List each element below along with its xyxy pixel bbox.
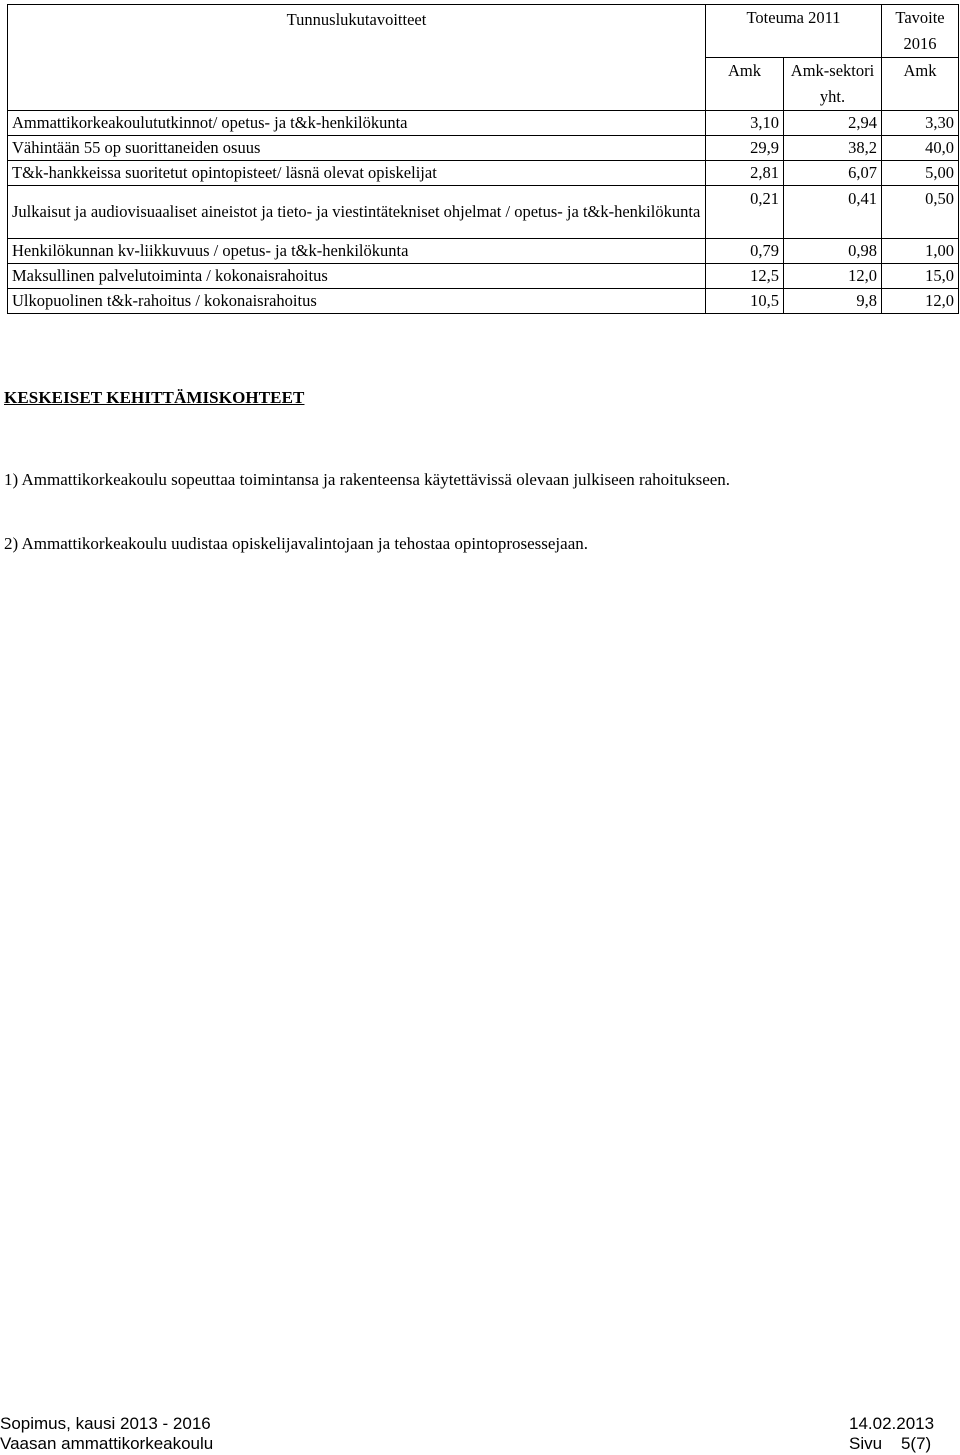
row-target-value: 0,50 [882,186,959,239]
table-row [8,111,959,136]
col-sector-label: Amk-sektori yht. [790,61,875,106]
col-target-amk-header: Amk [882,58,959,111]
row-amk-value: 10,5 [706,289,784,314]
row-sector-value: 6,07 [784,161,882,186]
table-row [8,239,959,264]
target-group-label: Tavoite 2016 [895,8,945,53]
table-row [8,289,959,314]
row-label: Julkaisut ja audiovisuaaliset aineistot ja tieto- ja viestintätekniset ohjelmat / opetus- ja t&k-henkilökunta [8,186,706,239]
row-target-value: 3,30 [882,111,959,136]
row-sector-value: 0,41 [784,186,882,239]
row-sector-value: 12,0 [784,264,882,289]
actual-group-header: Toteuma 2011 [706,5,882,58]
footer-date: 14.02.2013 [849,1414,935,1433]
row-amk-value: 2,81 [706,161,784,186]
row-amk-value: 0,79 [706,239,784,264]
development-heading: KESKEISET KEHITTÄMISKOHTEET [4,388,305,407]
row-target-value: 5,00 [882,161,959,186]
development-item-2: 2) Ammattikorkeakoulu uudistaa opiskelijavalintojaan ja tehostaa opintoprosessejaan. [4,534,588,553]
row-sector-value: 38,2 [784,136,882,161]
footer-agreement: Sopimus, kausi 2013 - 2016 [0,1414,211,1433]
row-sector-value: 0,98 [784,239,882,264]
table-row [8,136,959,161]
development-item-1: 1) Ammattikorkeakoulu sopeuttaa toimintansa ja rakenteensa käytettävissä olevaan julkiseen rahoitukseen. [4,470,731,489]
row-label: T&k-hankkeissa suoritetut opintopisteet/ läsnä olevat opiskelijat [8,161,706,186]
footer-institution: Vaasan ammattikorkeakoulu [0,1434,214,1453]
row-sector-value: 9,8 [784,289,882,314]
row-label: Maksullinen palvelutoiminta / kokonaisrahoitus [8,264,706,289]
kpi-table [7,4,959,314]
row-label: Ammattikorkeakoulututkinnot/ opetus- ja t&k-henkilökunta [8,111,706,136]
row-target-value: 15,0 [882,264,959,289]
row-amk-value: 3,10 [706,111,784,136]
table-title: Tunnuslukutavoitteet [8,5,706,111]
row-label: Ulkopuolinen t&k-rahoitus / kokonaisrahoitus [8,289,706,314]
col-sector-header [784,58,882,111]
table-row [8,264,959,289]
row-target-value: 1,00 [882,239,959,264]
row-sector-value: 2,94 [784,111,882,136]
row-amk-value: 0,21 [706,186,784,239]
col-amk-header: Amk [706,58,784,111]
row-target-value: 40,0 [882,136,959,161]
target-group-header [882,5,959,58]
row-target-value: 12,0 [882,289,959,314]
row-label: Vähintään 55 op suorittaneiden osuus [8,136,706,161]
row-amk-value: 12,5 [706,264,784,289]
table-row [8,161,959,186]
row-label: Henkilökunnan kv-liikkuvuus / opetus- ja t&k-henkilökunta [8,239,706,264]
footer-page-number: Sivu 5(7) [849,1434,932,1453]
table-row [8,186,959,239]
table-header-row [8,5,959,58]
row-amk-value: 29,9 [706,136,784,161]
